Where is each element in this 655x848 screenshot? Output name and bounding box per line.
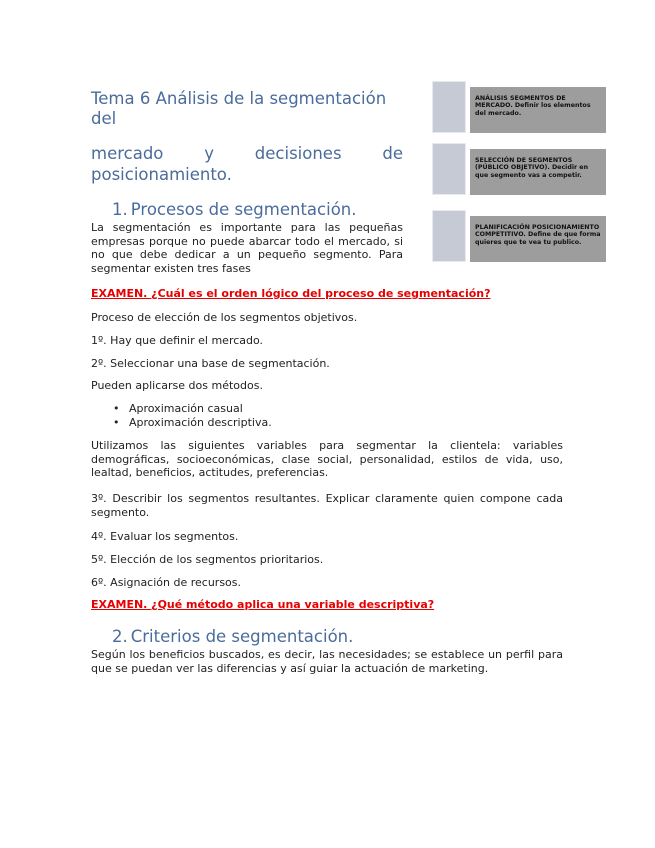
- card-text: PLANIFICACIÓN POSICIONAMIENTO COMPETITIVO. Define de que forma quieres que te vea tu publico.: [475, 224, 601, 246]
- card-box: [470, 216, 606, 262]
- exam-question-1: EXAMEN. ¿Cuál es el orden lógico del proceso de segmentación?: [91, 287, 491, 300]
- card-text: ANÁLISIS SEGMENTOS DE MERCADO. Definir los elementos del mercado.: [475, 95, 591, 117]
- diagram-card-selection: [432, 143, 606, 195]
- section-1-intro: La segmentación es importante para las pequeñas empresas porque no puede abarcar todo el mercado, si no que debe dedicar a un pequeño segmento. Para segmentar existen tres fases: [91, 221, 403, 275]
- section-1-heading: [112, 200, 357, 219]
- diagram-card-planning: [432, 210, 606, 262]
- section-2-text: Según los beneficios buscados, es decir, las necesidades; se establece un perfil para que se puedan ver las diferencias y así guiar la actuación de marketing.: [91, 648, 563, 675]
- card-square: [432, 210, 466, 262]
- section-title: Criterios de segmentación.: [130, 627, 354, 646]
- card-square: [432, 81, 466, 133]
- page-title-line-1: Tema 6 Análisis de la segmentación del: [91, 89, 387, 128]
- section-title: Procesos de segmentación.: [130, 200, 357, 219]
- title-word: mercado: [91, 144, 164, 163]
- title-word: decisiones: [254, 144, 342, 163]
- step-2: 2º. Seleccionar una base de segmentación.: [91, 357, 330, 370]
- step-5: 5º. Elección de los segmentos prioritarios.: [91, 553, 324, 566]
- list-item-text: Aproximación descriptiva.: [129, 416, 272, 429]
- title-word: y: [204, 144, 214, 163]
- diagram-card-analysis: [432, 81, 606, 133]
- step-6: 6º. Asignación de recursos.: [91, 576, 242, 589]
- section-number: 2.: [112, 627, 128, 646]
- title-word: de: [382, 144, 403, 163]
- bullet-icon: •: [113, 416, 120, 429]
- section-2-heading: [112, 627, 353, 646]
- process-intro: Proceso de elección de los segmentos objetivos.: [91, 311, 358, 324]
- step-3: 3º. Describir los segmentos resultantes. Explicar claramente quien compone cada segmento.: [91, 492, 563, 519]
- card-box: [470, 149, 606, 195]
- step-4: 4º. Evaluar los segmentos.: [91, 530, 239, 543]
- page-title-line-2: [91, 144, 403, 164]
- list-item: [113, 402, 272, 416]
- page-title-line-3: posicionamiento.: [91, 165, 232, 184]
- card-box: [470, 87, 606, 133]
- variables-paragraph: Utilizamos las siguientes variables para segmentar la clientela: variables demográficas, socioeconómicas, clase social, personalidad, estilos de vida, uso, lealtad, beneficios, actitudes, preferencias.: [91, 439, 563, 480]
- exam-question-2: EXAMEN. ¿Qué método aplica una variable descriptiva?: [91, 598, 435, 611]
- methods-list: [113, 402, 272, 430]
- step-1: 1º. Hay que definir el mercado.: [91, 334, 264, 347]
- list-item: [113, 416, 272, 430]
- list-item-text: Aproximación casual: [129, 402, 243, 415]
- bullet-icon: •: [113, 402, 120, 415]
- section-number: 1.: [112, 200, 128, 219]
- card-text: SELECCIÓN DE SEGMENTOS (PÚBLICO OBJETIVO). Decidir en que segmento vas a competir.: [475, 157, 589, 179]
- card-square: [432, 143, 466, 195]
- methods-intro: Pueden aplicarse dos métodos.: [91, 379, 263, 392]
